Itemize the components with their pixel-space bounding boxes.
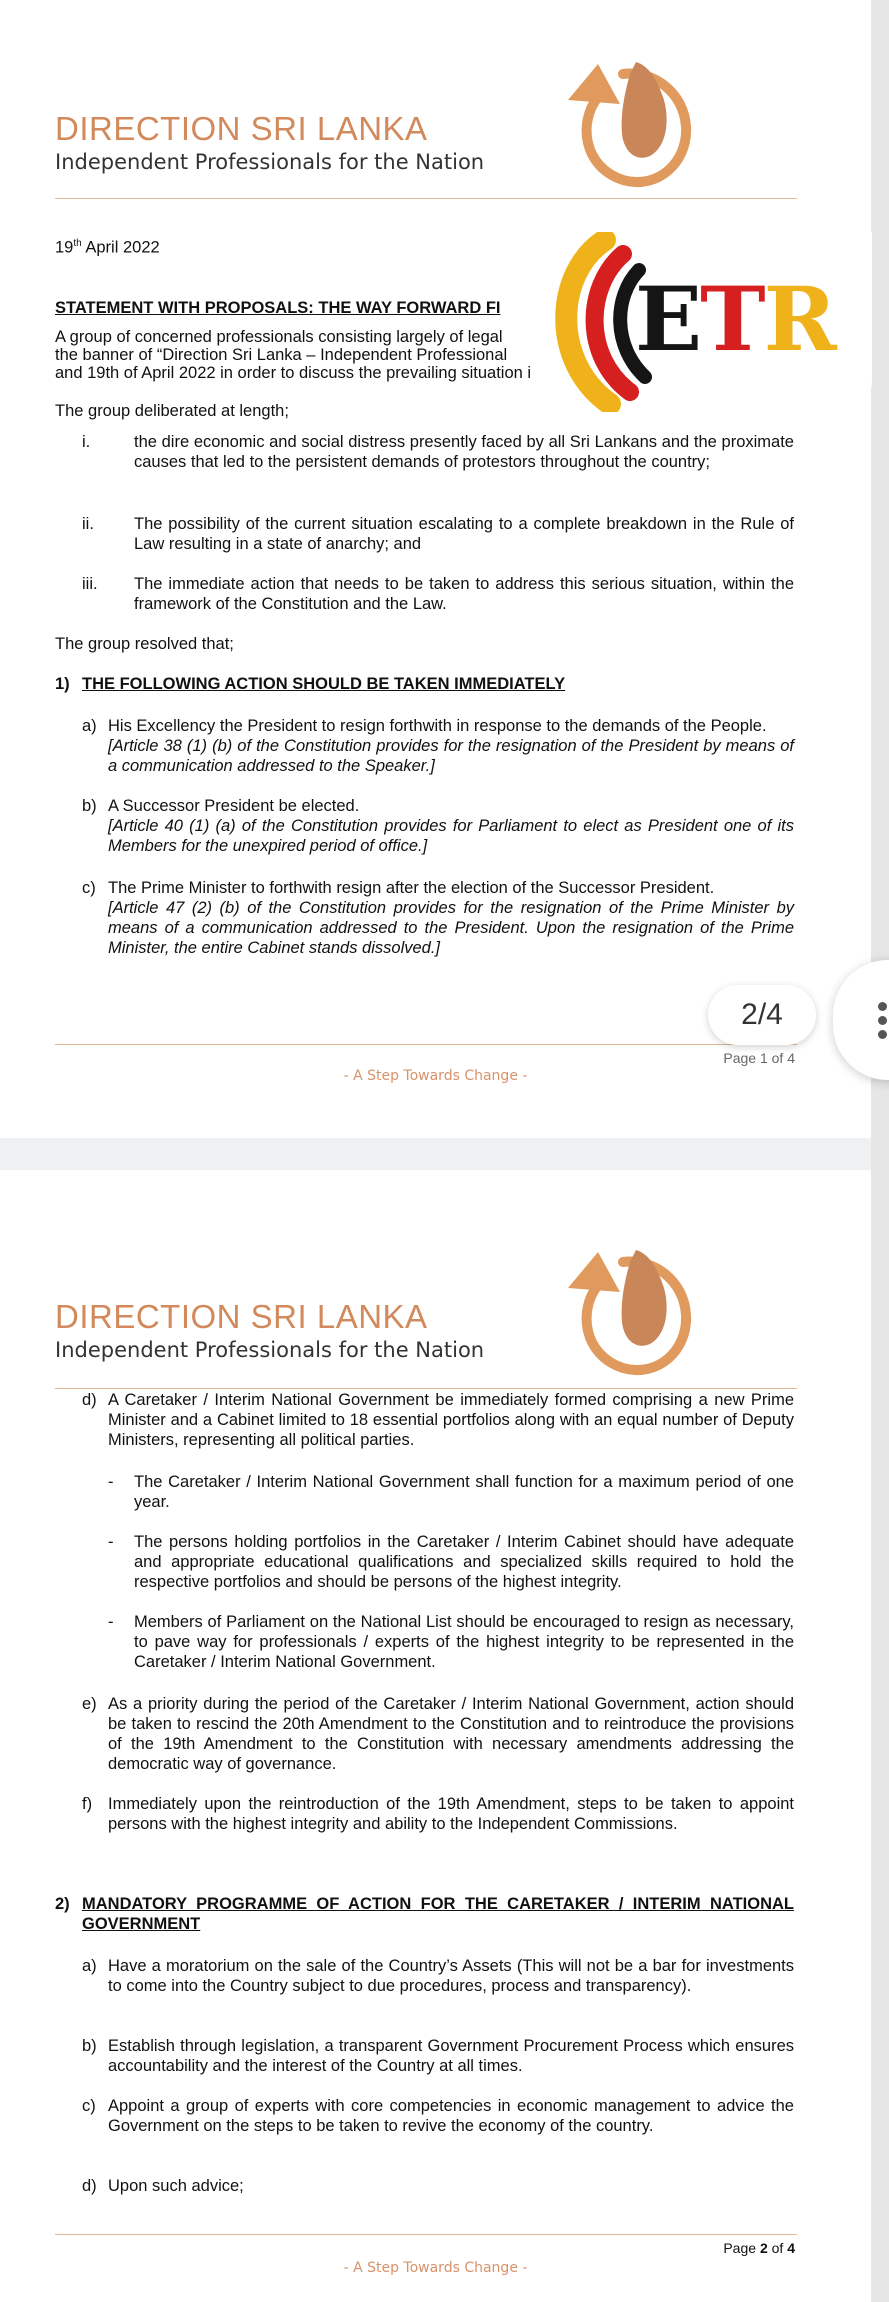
etr-watermark xyxy=(535,232,872,412)
action-item: Establish through legislation, a transparent Government Procurement Process which ensures accountability and the interest of the Country at all times. xyxy=(108,2037,794,2075)
action-letter: b) xyxy=(82,797,97,815)
header-rule xyxy=(55,1388,797,1389)
page-number: Page 1 of 4 xyxy=(723,1050,795,1066)
bullet-dash: - xyxy=(108,1533,114,1551)
action-item: A Caretaker / Interim National Government be immediately formed comprising a new Prime Minister and a Cabinet limited to 18 essential portfolios along with an equal number of Deputy Ministers, representing all political parties. xyxy=(108,1391,794,1449)
tagline: Independent Professionals for the Nation xyxy=(55,1338,485,1362)
action-letter: b) xyxy=(82,2037,97,2055)
section-number: 1) xyxy=(55,675,70,693)
tagline: Independent Professionals for the Nation xyxy=(55,150,485,174)
action-item: A Successor President be elected. [Article 40 (1) (a) of the Constitution provides for Parliament to elect as President one of its Members for the unexpired period of office.] xyxy=(108,797,794,855)
action-letter: d) xyxy=(82,1391,97,1409)
resolved-line: The group resolved that; xyxy=(55,635,234,653)
action-item: The Prime Minister to forthwith resign after the election of the Successor President. [Article 47 (2) (b) of the Constitution provides for the resignation of the Prime Minister by means of a communication addressed to the President. Upon the resignation of the Prime Minister, the entire Cabinet stands dissolved.] xyxy=(108,879,794,957)
action-item: Upon such advice; xyxy=(108,2177,244,2195)
sri-lanka-logo-icon xyxy=(538,52,698,192)
deliberated-line: The group deliberated at length; xyxy=(55,402,289,420)
section-heading: THE FOLLOWING ACTION SHOULD BE TAKEN IMMEDIATELY xyxy=(82,675,566,693)
footer-rule xyxy=(55,2234,797,2235)
bullet-dash: - xyxy=(108,1613,114,1631)
action-item: As a priority during the period of the Caretaker / Interim National Government, action should be taken to rescind the 20th Amendment to the Constitution and to reintroduce the provisions of the 19th Amendment to the Constitution with necessary amendments addressing the democratic way of governance. xyxy=(108,1695,794,1773)
more-dots-icon xyxy=(878,1016,887,1025)
action-letter: a) xyxy=(82,1957,97,1975)
footer-text: - A Step Towards Change - xyxy=(343,1068,528,1084)
list-item: The possibility of the current situation escalating to a complete breakdown in the Rule of Law resulting in a state of anarchy; and xyxy=(134,515,794,553)
section-heading: MANDATORY PROGRAMME OF ACTION FOR THE CARETAKER / INTERIM NATIONAL GOVERNMENT xyxy=(82,1895,794,1933)
section-number: 2) xyxy=(55,1895,70,1913)
bullet-item: The Caretaker / Interim National Government shall function for a maximum period of one year. xyxy=(134,1473,794,1511)
list-item: The immediate action that needs to be taken to address this serious situation, within the framework of the Constitution and the Law. xyxy=(134,575,794,613)
org-name: DIRECTION SRI LANKA xyxy=(55,1298,428,1335)
action-item: Have a moratorium on the sale of the Country’s Assets (This will not be a bar for investments to come into the Country subject to due procedures, process and transparency). xyxy=(108,1957,794,1995)
action-letter: f) xyxy=(82,1795,93,1813)
header-rule xyxy=(55,198,797,199)
scrollbar[interactable] xyxy=(871,0,889,2302)
action-item: His Excellency the President to resign forthwith in response to the demands of the People. [Article 38 (1) (b) of the Constitution provides for the resignation of the President by means of a communication addressed to the Speaker.] xyxy=(108,717,794,775)
page-number: Page 2 of 4 xyxy=(723,2240,795,2256)
list-item-number: iii. xyxy=(82,575,98,593)
org-name: DIRECTION SRI LANKA xyxy=(55,110,428,147)
bullet-item: The persons holding portfolios in the Caretaker / Interim Cabinet should have adequate and appropriate educational qualifications and specialized skills required to hold the respective portfolios and should be persons of the highest integrity. xyxy=(134,1533,794,1591)
more-dots-icon xyxy=(878,1030,887,1039)
etr-wordmark: ETR xyxy=(635,267,835,371)
sri-lanka-logo-icon xyxy=(538,1240,698,1380)
more-dots-icon xyxy=(878,1002,887,1011)
page-indicator-badge: 2/4 xyxy=(708,985,816,1045)
action-letter: e) xyxy=(82,1695,97,1713)
action-item: Immediately upon the reintroduction of the 19th Amendment, steps to be taken to appoint persons with the highest integrity and ability to the Independent Commissions. xyxy=(108,1795,794,1833)
action-item: Appoint a group of experts with core competencies in economic management to advice the Government on the steps to be taken to revive the economy of the country. xyxy=(108,2097,794,2135)
document-page-2 xyxy=(0,1170,871,2302)
action-letter: a) xyxy=(82,717,97,735)
statement-title: STATEMENT WITH PROPOSALS: THE WAY FORWARD FI xyxy=(55,299,501,317)
list-item: the dire economic and social distress presently faced by all Sri Lankans and the proximate causes that led to the persistent demands of protestors throughout the country; xyxy=(134,433,794,471)
list-item-number: i. xyxy=(82,433,91,451)
footer-text: - A Step Towards Change - xyxy=(343,2260,528,2276)
bullet-dash: - xyxy=(108,1473,114,1491)
footer-rule xyxy=(55,1044,797,1045)
intro-paragraph: A group of concerned professionals consisting largely of legal the banner of “Direction Sri Lanka – Independent Professional and 19th of April 2022 in order to discuss the prevailing situation i xyxy=(55,328,532,382)
document-page-1 xyxy=(0,0,871,1138)
letter-date: 19th April 2022 xyxy=(55,238,160,257)
action-letter: d) xyxy=(82,2177,97,2195)
action-letter: c) xyxy=(82,879,96,897)
bullet-item: Members of Parliament on the National List should be encouraged to resign as necessary, to pave way for professionals / experts of the highest integrity to be represented in the Caretaker / Interim National Government. xyxy=(134,1613,794,1671)
action-letter: c) xyxy=(82,2097,96,2115)
list-item-number: ii. xyxy=(82,515,94,533)
